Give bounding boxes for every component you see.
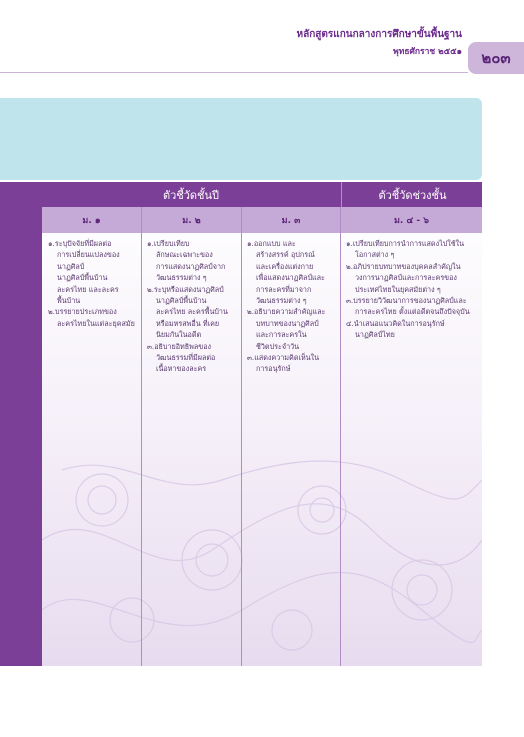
- column-m4-6: [346, 238, 480, 341]
- grade-header-m1: ม. ๑: [82, 216, 101, 226]
- column-m3: [247, 238, 339, 375]
- document-title: หลักสูตรแกนกลางการศึกษาขั้นพื้นฐาน: [296, 29, 462, 40]
- grade-header-row: [42, 207, 482, 233]
- indicator-item: ๓.อธิบายอิทธิพลของ วัฒนธรรมที่มีผลต่อ เนื้อหาของละคร: [147, 341, 216, 374]
- column-m2: [147, 238, 240, 375]
- indicator-item: ๓.บรรยายวิวัฒนาการของนาฏศิลป์และ การละครไทย ตั้งแต่อดีตจนถึงปัจจุบัน: [346, 296, 470, 317]
- left-sidebar-strip: [0, 182, 42, 666]
- table-header-row: [42, 182, 482, 207]
- page-number: ๒๐๓: [481, 49, 511, 67]
- indicator-item: ๒.อธิบายความสำคัญและ บทบาทของนาฏศิลป์ และการละครใน ชีวิตประจำวัน: [247, 307, 326, 351]
- indicator-item: ๔.นำเสนอแนวคิดในการอนุรักษ์ นาฏศิลป์ไทย: [346, 318, 445, 340]
- indicator-item: ๑.เปรียบเทียบ ลักษณะเฉพาะของ การแสดงนาฏศิลป์จาก วัฒนธรรมต่าง ๆ: [147, 239, 226, 283]
- page-number-tab: [468, 42, 524, 74]
- grade-header-m3: ม. ๓: [281, 216, 301, 226]
- indicator-item: ๑.ระบุปัจจัยที่มีผลต่อ การเปลี่ยนแปลงของ นาฏศิลป์ นาฏศิลป์พื้นบ้าน ละครไทย และละคร พื้นบ้าน: [48, 239, 120, 306]
- grade-header-m2: ม. ๒: [182, 216, 201, 226]
- column-divider: [141, 207, 142, 666]
- indicator-item: ๓.แสดงความคิดเห็นใน การอนุรักษ์: [247, 353, 320, 374]
- cyan-banner: [0, 98, 482, 180]
- indicator-item: ๒.ระบุหรือแสดงนาฏศิลป์ นาฏศิลป์พื้นบ้าน ละครไทย ละครพื้นบ้าน หรือมหรสพอื่น ที่เคย นิยมกันในอดีต: [147, 284, 228, 340]
- column-divider: [340, 207, 341, 666]
- indicator-item: ๑.ออกแบบ และ สร้างสรรค์ อุปกรณ์ และเครื่องแต่งกาย เพื่อแสดงนาฏศิลป์และ การละครที่มาจาก วัฒนธรรมต่าง ๆ: [247, 239, 325, 306]
- indicator-item: ๒.อภิปรายบทบาทของบุคคลสำคัญใน วงการนาฏศิลป์และการละครของ ประเทศไทยในยุคสมัยต่าง ๆ: [346, 261, 461, 294]
- range-indicators-header: ตัวชี้วัดช่วงชั้น: [341, 182, 483, 207]
- column-divider: [241, 207, 242, 666]
- indicator-item: ๒.บรรยายประเภทของ ละครไทยในแต่ละยุคสมัย: [48, 307, 135, 328]
- grade-header-m4-6: ม. ๔ - ๖: [393, 216, 429, 226]
- header-divider: [0, 72, 468, 73]
- grade-indicators-header: ตัวชี้วัดชั้นปี: [162, 188, 220, 202]
- column-m1: [48, 238, 140, 329]
- document-subtitle: พุทธศักราช ๒๕๕๑: [393, 47, 462, 57]
- indicator-item: ๑.เปรียบเทียบการนำการแสดงไปใช้ใน โอกาสต่าง ๆ: [346, 239, 465, 260]
